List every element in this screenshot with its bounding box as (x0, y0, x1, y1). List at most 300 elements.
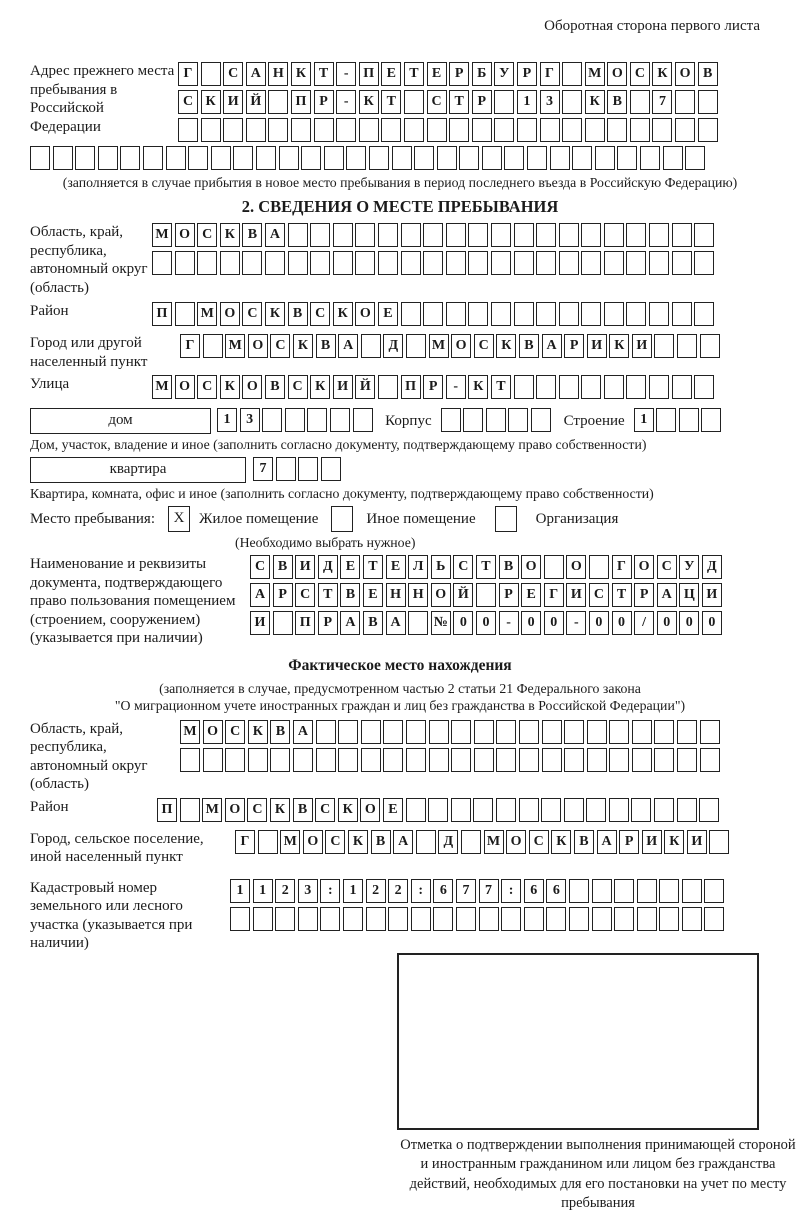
form-cell (383, 720, 403, 744)
form-cell (694, 302, 714, 326)
form-cell (388, 907, 408, 931)
form-cell: А (293, 720, 313, 744)
form-cell (333, 251, 353, 275)
form-cell: 0 (612, 611, 632, 635)
form-cell: В (698, 62, 718, 86)
form-cell (291, 118, 311, 142)
form-cell: И (642, 830, 662, 854)
form-cell (540, 118, 560, 142)
form-cell (468, 251, 488, 275)
korpus-label: Корпус (385, 413, 432, 429)
form-cell: П (152, 302, 172, 326)
form-cell (310, 251, 330, 275)
form-cell (541, 798, 561, 822)
form-cell: В (273, 555, 293, 579)
form-cell (446, 251, 466, 275)
form-cell (333, 223, 353, 247)
form-cell: 2 (366, 879, 386, 903)
form-cell: М (484, 830, 504, 854)
form-cell (449, 118, 469, 142)
prev-address-rows (178, 62, 720, 146)
form-cell (383, 748, 403, 772)
form-cell (519, 748, 539, 772)
kvartira-cells (253, 457, 343, 482)
form-cell: 0 (453, 611, 473, 635)
form-cell: О (521, 555, 541, 579)
form-cell (550, 146, 570, 170)
form-cell: 6 (433, 879, 453, 903)
form-cell (694, 375, 714, 399)
kvartira-note: Квартира, комната, офис и иное (заполнить согласно документу, подтверждающему право собственности) (30, 486, 654, 501)
form-cell (203, 748, 223, 772)
form-cell (361, 720, 381, 744)
form-cell (406, 720, 426, 744)
kadastr-row-1 (230, 879, 727, 904)
form-cell: Й (246, 90, 266, 114)
form-cell (201, 118, 221, 142)
form-cell: М (429, 334, 449, 358)
form-cell: С (288, 375, 308, 399)
form-cell (338, 748, 358, 772)
form-cell (353, 408, 373, 432)
form-cell (536, 302, 556, 326)
form-cell: А (338, 334, 358, 358)
form-cell: Р (318, 611, 338, 635)
form-cell: М (197, 302, 217, 326)
form-cell (496, 720, 516, 744)
dom-note: Дом, участок, владение и иное (заполнить согласно документу, подтверждающему право собственности) (30, 437, 647, 452)
form-cell: 6 (546, 879, 566, 903)
form-cell: К (291, 62, 311, 86)
form-cell (585, 118, 605, 142)
form-cell: : (501, 879, 521, 903)
form-cell (474, 720, 494, 744)
form-cell: С (197, 223, 217, 247)
form-cell: 0 (589, 611, 609, 635)
form-cell (569, 879, 589, 903)
form-cell (265, 251, 285, 275)
form-cell: П (157, 798, 177, 822)
oblast-row-1 (152, 223, 717, 248)
form-cell: В (607, 90, 627, 114)
form-cell (406, 798, 426, 822)
form-cell: С (310, 302, 330, 326)
form-cell: 2 (388, 879, 408, 903)
form-cell: 6 (524, 879, 544, 903)
form-cell: М (585, 62, 605, 86)
form-cell: М (180, 720, 200, 744)
form-cell (429, 720, 449, 744)
form-cell: В (288, 302, 308, 326)
form-cell: М (225, 334, 245, 358)
form-cell: Е (521, 583, 541, 607)
form-cell: Г (178, 62, 198, 86)
form-cell (268, 90, 288, 114)
form-cell: 0 (544, 611, 564, 635)
form-cell (369, 146, 389, 170)
form-cell (423, 302, 443, 326)
form-cell: 0 (476, 611, 496, 635)
form-cell (592, 879, 612, 903)
form-cell (451, 748, 471, 772)
form-cell (423, 251, 443, 275)
form-cell (504, 146, 524, 170)
form-cell (527, 146, 547, 170)
form-cell: К (338, 798, 358, 822)
form-cell: У (679, 555, 699, 579)
form-cell: С (295, 583, 315, 607)
form-cell (626, 251, 646, 275)
prev-address-row-3 (178, 118, 720, 143)
document-label: Наименование и реквизиты документа, подтверждающего право пользования помещением (строением, сооружением) (указывается при наличии) (30, 556, 236, 646)
form-cell (355, 251, 375, 275)
residence-option-organizacia: Организация (535, 511, 619, 527)
form-cell (336, 118, 356, 142)
form-cell (559, 375, 579, 399)
form-cell (416, 830, 436, 854)
form-cell: Г (180, 334, 200, 358)
form-cell: № (431, 611, 451, 635)
form-cell: Р (634, 583, 654, 607)
form-cell (542, 720, 562, 744)
form-cell: Е (386, 555, 406, 579)
form-cell (324, 146, 344, 170)
form-cell (640, 146, 660, 170)
form-cell: С (250, 555, 270, 579)
form-cell: Й (355, 375, 375, 399)
form-cell (562, 118, 582, 142)
form-cell (401, 251, 421, 275)
form-cell: О (175, 223, 195, 247)
form-cell (559, 302, 579, 326)
form-cell (343, 907, 363, 931)
kadastr-block (30, 879, 770, 951)
form-cell: С (529, 830, 549, 854)
form-cell (446, 302, 466, 326)
form-cell: 7 (652, 90, 672, 114)
form-cell: Б (472, 62, 492, 86)
form-cell (461, 830, 481, 854)
form-cell (704, 879, 724, 903)
form-cell: : (411, 879, 431, 903)
form-cell (626, 375, 646, 399)
stamp-box (397, 953, 759, 1130)
form-cell (441, 408, 461, 432)
form-cell (482, 146, 502, 170)
form-cell: Т (449, 90, 469, 114)
form-cell: 0 (657, 611, 677, 635)
form-cell (378, 251, 398, 275)
form-cell: К (293, 334, 313, 358)
form-cell (253, 907, 273, 931)
form-cell (346, 146, 366, 170)
form-cell (314, 118, 334, 142)
form-cell: У (494, 62, 514, 86)
form-cell (672, 302, 692, 326)
form-cell (298, 457, 318, 481)
form-cell (677, 720, 697, 744)
form-cell: 0 (702, 611, 722, 635)
form-cell: Т (612, 583, 632, 607)
form-cell: Т (404, 62, 424, 86)
form-cell (704, 907, 724, 931)
form-cell: Г (612, 555, 632, 579)
ulitsa-row (152, 375, 717, 400)
actual-location-title: Фактическое место нахождения (288, 656, 512, 674)
form-cell: К (310, 375, 330, 399)
form-cell (677, 334, 697, 358)
form-cell: О (225, 798, 245, 822)
kadastr-row-2 (230, 907, 727, 932)
form-cell (630, 118, 650, 142)
form-cell (262, 408, 282, 432)
residence-option-zhiloe: Жилое помещение (199, 511, 319, 527)
residence-option-inoe: Иное помещение (366, 511, 476, 527)
form-cell: К (652, 62, 672, 86)
form-cell (654, 334, 674, 358)
form-cell: С (197, 375, 217, 399)
actual-gorod-row (235, 830, 732, 855)
form-cell (675, 90, 695, 114)
form-cell: К (333, 302, 353, 326)
form-cell (378, 223, 398, 247)
form-cell: Н (408, 583, 428, 607)
document-rows (250, 555, 724, 639)
form-cell: Р (472, 90, 492, 114)
form-cell (472, 118, 492, 142)
form-cell (293, 748, 313, 772)
form-cell: С (427, 90, 447, 114)
form-cell: 1 (253, 879, 273, 903)
form-cell (175, 302, 195, 326)
form-cell: С (325, 830, 345, 854)
form-cell: К (201, 90, 221, 114)
document-block (30, 555, 770, 648)
form-cell: Р (499, 583, 519, 607)
form-cell: Й (453, 583, 473, 607)
form-cell: Т (476, 555, 496, 579)
form-cell (361, 334, 381, 358)
residence-checkbox-inoe (331, 506, 353, 532)
form-cell: Р (517, 62, 537, 86)
actual-oblast-block (30, 720, 770, 794)
form-cell (406, 334, 426, 358)
form-cell (359, 118, 379, 142)
form-cell: О (248, 334, 268, 358)
form-cell: Е (363, 583, 383, 607)
actual-location-note-2: "О миграционном учете иностранных граждан и лиц без гражданства в Российской Федерации") (114, 697, 686, 713)
form-cell (211, 146, 231, 170)
form-cell (677, 798, 697, 822)
form-cell: 1 (343, 879, 363, 903)
form-cell: О (607, 62, 627, 86)
form-cell (524, 907, 544, 931)
form-cell: С (474, 334, 494, 358)
form-cell: Р (314, 90, 334, 114)
form-cell (404, 118, 424, 142)
document-row-3 (250, 611, 724, 636)
form-cell (233, 146, 253, 170)
form-cell: П (359, 62, 379, 86)
oblast-label: Область, край, республика, автономный округ (область) (30, 224, 148, 296)
form-cell: : (320, 879, 340, 903)
form-cell (463, 408, 483, 432)
form-cell: М (152, 223, 172, 247)
dom-cells (217, 408, 375, 433)
form-cell: О (175, 375, 195, 399)
form-cell (197, 251, 217, 275)
form-cell (617, 146, 637, 170)
form-cell (268, 118, 288, 142)
raion-block (30, 302, 770, 330)
prev-address-label: Адрес прежнего места пребывания в Российской Федерации (30, 63, 175, 135)
form-cell: 1 (517, 90, 537, 114)
form-cell: С (247, 798, 267, 822)
form-cell: А (340, 611, 360, 635)
form-cell (654, 748, 674, 772)
form-cell (381, 118, 401, 142)
form-cell (496, 748, 516, 772)
form-cell (474, 748, 494, 772)
form-cell: А (250, 583, 270, 607)
form-cell: О (675, 62, 695, 86)
form-cell (654, 798, 674, 822)
form-cell: В (499, 555, 519, 579)
form-cell: А (657, 583, 677, 607)
actual-oblast-rows (180, 720, 722, 776)
form-cell (298, 907, 318, 931)
form-cell: Л (408, 555, 428, 579)
form-cell: И (223, 90, 243, 114)
form-cell (536, 375, 556, 399)
form-cell: Н (386, 583, 406, 607)
form-cell (659, 907, 679, 931)
actual-gorod-label: Город, сельское поселение, иной населенный пункт (30, 830, 204, 865)
form-cell: Р (273, 583, 293, 607)
form-cell (694, 251, 714, 275)
form-cell (180, 748, 200, 772)
form-cell (451, 720, 471, 744)
form-cell (679, 408, 699, 432)
form-cell (468, 302, 488, 326)
form-cell: Ц (679, 583, 699, 607)
form-cell (491, 302, 511, 326)
form-cell (486, 408, 506, 432)
form-cell: В (574, 830, 594, 854)
form-cell (626, 223, 646, 247)
kvartira-box: квартира (30, 457, 246, 483)
form-cell: В (363, 611, 383, 635)
form-cell (166, 146, 186, 170)
form-cell: Т (491, 375, 511, 399)
form-cell (285, 408, 305, 432)
form-cell (496, 798, 516, 822)
form-cell: Р (423, 375, 443, 399)
form-cell (672, 223, 692, 247)
form-cell (355, 223, 375, 247)
form-cell: М (202, 798, 222, 822)
form-cell: С (657, 555, 677, 579)
form-cell: Т (314, 62, 334, 86)
form-cell (700, 748, 720, 772)
kadastr-label: Кадастровый номер земельного или лесного участка (указывается при наличии) (30, 879, 193, 951)
form-cell (514, 302, 534, 326)
raion-label: Район (30, 303, 69, 319)
residence-choose-note: (Необходимо выбрать нужное) (235, 535, 416, 550)
form-cell (178, 118, 198, 142)
form-cell (423, 223, 443, 247)
form-cell: К (248, 720, 268, 744)
form-cell (446, 223, 466, 247)
form-cell: А (597, 830, 617, 854)
form-cell: В (293, 798, 313, 822)
form-cell (626, 302, 646, 326)
form-cell (258, 830, 278, 854)
form-cell (637, 907, 657, 931)
form-cell (564, 798, 584, 822)
actual-raion-block (30, 798, 770, 826)
form-cell: Д (318, 555, 338, 579)
form-cell (614, 907, 634, 931)
form-cell (330, 408, 350, 432)
form-cell (479, 907, 499, 931)
form-cell (427, 118, 447, 142)
form-cell (514, 375, 534, 399)
form-cell (378, 375, 398, 399)
form-cell: М (280, 830, 300, 854)
form-cell: Г (544, 583, 564, 607)
form-cell (30, 146, 50, 170)
form-cell: В (270, 720, 290, 744)
form-cell (248, 748, 268, 772)
form-cell: 2 (275, 879, 295, 903)
form-cell: С (242, 302, 262, 326)
form-cell: К (664, 830, 684, 854)
form-cell (531, 408, 551, 432)
form-cell: 0 (521, 611, 541, 635)
form-cell: С (178, 90, 198, 114)
form-cell: 3 (298, 879, 318, 903)
form-cell (592, 907, 612, 931)
form-cell: 7 (479, 879, 499, 903)
form-cell (546, 907, 566, 931)
form-cell (701, 408, 721, 432)
section2-title: 2. СВЕДЕНИЯ О МЕСТЕ ПРЕБЫВАНИЯ (241, 197, 559, 216)
residence-checkbox-organizacia (495, 506, 517, 532)
dom-box: дом (30, 408, 211, 434)
raion-row (152, 302, 717, 327)
gorod-row (180, 334, 722, 359)
stamp-caption: Отметка о подтверждении выполнения принимающей стороной и иностранным гражданином или лицом без гражданства действий, необходимых для его постановки на учет по месту пребывания (400, 1136, 796, 1211)
form-cell (559, 223, 579, 247)
form-cell: Н (268, 62, 288, 86)
page-side-note: Оборотная сторона первого листа (544, 18, 760, 34)
form-cell: Е (381, 62, 401, 86)
form-cell: Р (564, 334, 584, 358)
form-cell: О (431, 583, 451, 607)
form-cell (587, 720, 607, 744)
form-cell (433, 907, 453, 931)
form-cell: А (246, 62, 266, 86)
form-cell: С (223, 62, 243, 86)
form-cell (587, 748, 607, 772)
form-cell (604, 302, 624, 326)
form-cell (120, 146, 140, 170)
form-cell: Т (381, 90, 401, 114)
form-cell: П (291, 90, 311, 114)
form-cell (542, 748, 562, 772)
gorod-label: Город или другой населенный пункт (30, 335, 148, 370)
